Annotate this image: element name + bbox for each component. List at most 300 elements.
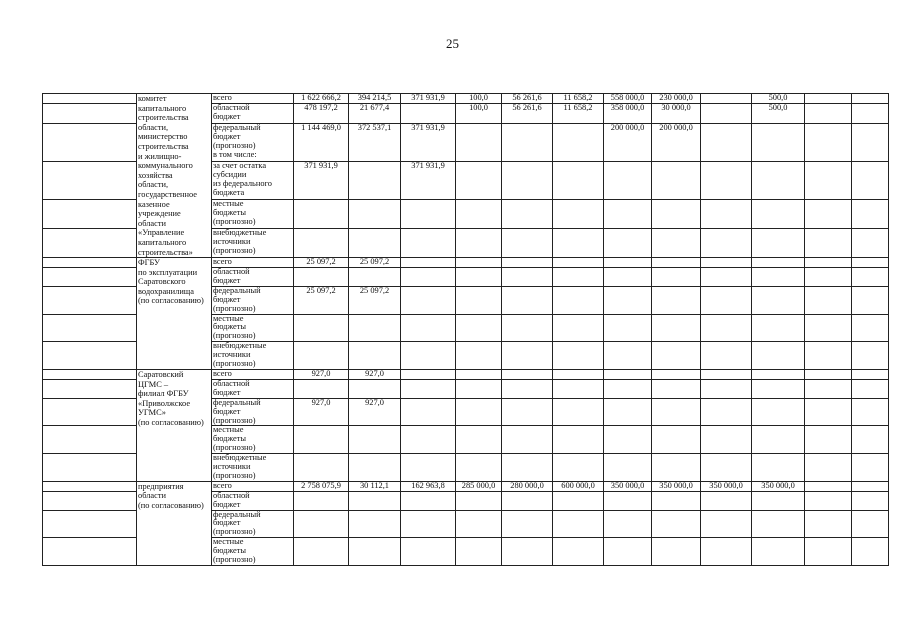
value-cell [553, 200, 604, 229]
value-cell [349, 229, 401, 258]
value-cell [604, 426, 652, 454]
value-cell [349, 379, 401, 398]
text-line: областной [213, 267, 250, 276]
value-cell [456, 258, 502, 268]
text-line: предприятия [138, 481, 184, 491]
text-line: бюджет [213, 387, 241, 397]
value-cell [502, 538, 553, 566]
text-line: области [138, 491, 166, 501]
value-cell [502, 454, 553, 482]
value-cell [553, 369, 604, 379]
text-line: (прогнозно) [213, 470, 256, 480]
value-cell [652, 510, 701, 538]
value-cell [805, 510, 852, 538]
value-cell [805, 491, 852, 510]
value-cell: 280 000,0 [502, 481, 553, 491]
value-cell: 350 000,0 [701, 481, 752, 491]
value-cell [752, 491, 805, 510]
value-cell [502, 229, 553, 258]
source-cell [212, 491, 294, 510]
value-cell [604, 342, 652, 370]
value-cell: 371 931,9 [401, 123, 456, 161]
value-cell [752, 398, 805, 426]
source-cell [212, 286, 294, 314]
value-cell [294, 510, 349, 538]
text-line: областной [213, 103, 250, 113]
blank-cell [43, 94, 137, 104]
value-cell [652, 538, 701, 566]
value-cell [401, 426, 456, 454]
text-line: Саратовский [138, 369, 184, 379]
value-cell [401, 379, 456, 398]
value-cell: 230 000,0 [652, 94, 701, 104]
value-cell [652, 398, 701, 426]
value-cell [401, 314, 456, 342]
source-cell [212, 104, 294, 124]
value-cell [752, 342, 805, 370]
value-cell [852, 94, 889, 104]
source-cell [212, 162, 294, 200]
value-cell [553, 510, 604, 538]
text-line: Саратовского [138, 277, 186, 287]
value-cell [701, 398, 752, 426]
value-cell: 100,0 [456, 94, 502, 104]
value-cell [805, 268, 852, 287]
value-cell [553, 342, 604, 370]
blank-cell [43, 268, 137, 287]
value-cell [752, 286, 805, 314]
value-cell [553, 229, 604, 258]
executor-cell [137, 481, 212, 565]
value-cell [652, 268, 701, 287]
table-row [43, 258, 905, 268]
text-line: (прогнозно) [213, 331, 256, 341]
text-line: бюджет [213, 406, 241, 416]
text-line: ФГБУ [138, 258, 160, 268]
text-line: бюджеты [213, 208, 247, 218]
text-line: строительства [138, 141, 189, 151]
value-cell [294, 426, 349, 454]
source-cell [212, 258, 294, 268]
executor-cell [137, 258, 212, 370]
value-cell [401, 491, 456, 510]
value-cell [349, 162, 401, 200]
value-cell [456, 342, 502, 370]
value-cell [852, 268, 889, 287]
value-cell [805, 200, 852, 229]
text-line: ЦГМС – [138, 379, 169, 389]
value-cell: 927,0 [349, 398, 401, 426]
text-line: бюджет [213, 294, 241, 304]
value-cell: 56 261,6 [502, 104, 553, 124]
text-line: федеральный [213, 286, 261, 295]
page-number: 25 [446, 36, 459, 51]
value-cell [502, 268, 553, 287]
value-cell [752, 229, 805, 258]
value-cell [701, 510, 752, 538]
value-cell [401, 229, 456, 258]
text-line: (по согласованию) [138, 296, 204, 306]
text-line: бюджет [213, 131, 241, 141]
text-line: капитального [138, 237, 187, 247]
value-cell [652, 454, 701, 482]
value-cell: 558 000,0 [604, 94, 652, 104]
value-cell [401, 369, 456, 379]
value-cell: 372 537,1 [349, 123, 401, 161]
blank-cell [43, 398, 137, 426]
value-cell [502, 398, 553, 426]
text-line: из федерального [213, 178, 272, 188]
value-cell [502, 510, 553, 538]
value-cell [701, 162, 752, 200]
value-cell [553, 454, 604, 482]
blank-cell [43, 123, 137, 161]
text-line: источники [213, 350, 251, 360]
text-line: коммунального [138, 161, 193, 171]
text-line: областной [213, 379, 250, 388]
text-line: бюджет [213, 275, 241, 285]
value-cell: 2 758 075,9 [294, 481, 349, 491]
value-cell [604, 229, 652, 258]
value-cell [456, 379, 502, 398]
value-cell [701, 538, 752, 566]
blank-cell [43, 342, 137, 370]
value-cell [294, 342, 349, 370]
value-cell [701, 426, 752, 454]
value-cell [604, 491, 652, 510]
value-cell [294, 200, 349, 229]
value-cell: 927,0 [294, 398, 349, 426]
table-row [43, 481, 905, 491]
source-cell [212, 314, 294, 342]
value-cell [502, 162, 553, 200]
value-cell [349, 454, 401, 482]
value-cell [604, 286, 652, 314]
value-cell: 25 097,2 [294, 258, 349, 268]
value-cell [652, 286, 701, 314]
source-cell [212, 369, 294, 379]
value-cell [805, 426, 852, 454]
blank-cell [43, 426, 137, 454]
text-line: комитет [138, 94, 167, 103]
value-cell: 11 658,2 [553, 94, 604, 104]
value-cell [752, 538, 805, 566]
source-cell [212, 229, 294, 258]
value-cell [502, 286, 553, 314]
value-cell [502, 369, 553, 379]
value-cell: 500,0 [752, 94, 805, 104]
value-cell [502, 379, 553, 398]
text-line: (прогнозно) [213, 527, 256, 537]
value-cell [604, 258, 652, 268]
value-cell [401, 398, 456, 426]
source-cell [212, 123, 294, 161]
value-cell [752, 379, 805, 398]
text-line: местные [213, 199, 244, 209]
value-cell [752, 162, 805, 200]
value-cell [701, 491, 752, 510]
value-cell [852, 538, 889, 566]
value-cell: 394 214,5 [349, 94, 401, 104]
value-cell: 30 112,1 [349, 481, 401, 491]
value-cell [852, 342, 889, 370]
text-line: министерство [138, 132, 188, 142]
value-cell: 1 622 666,2 [294, 94, 349, 104]
value-cell [401, 286, 456, 314]
value-cell [852, 104, 889, 124]
blank-cell [43, 314, 137, 342]
value-cell: 200 000,0 [652, 123, 701, 161]
value-cell [852, 491, 889, 510]
value-cell [752, 369, 805, 379]
value-cell [652, 200, 701, 229]
text-line: внебюджетные [213, 228, 267, 238]
value-cell: 21 677,4 [349, 104, 401, 124]
blank-cell [43, 538, 137, 566]
value-cell [752, 268, 805, 287]
value-cell [349, 491, 401, 510]
text-line: области, [138, 122, 169, 132]
value-cell [502, 491, 553, 510]
value-cell [401, 342, 456, 370]
value-cell: 25 097,2 [349, 286, 401, 314]
value-cell [349, 314, 401, 342]
value-cell [294, 268, 349, 287]
value-cell [701, 258, 752, 268]
text-line: федеральный [213, 398, 261, 407]
value-cell [652, 379, 701, 398]
text-line: водохранилища [138, 286, 194, 296]
value-cell [805, 481, 852, 491]
value-cell [401, 268, 456, 287]
text-line: области [138, 218, 166, 228]
value-cell [294, 454, 349, 482]
value-cell: 25 097,2 [294, 286, 349, 314]
value-cell [456, 491, 502, 510]
text-line: (прогнозно) [213, 359, 256, 369]
value-cell [294, 491, 349, 510]
source-cell [212, 426, 294, 454]
value-cell [553, 426, 604, 454]
value-cell: 358 000,0 [604, 104, 652, 124]
text-line: местные [213, 537, 244, 547]
value-cell [604, 369, 652, 379]
value-cell [456, 200, 502, 229]
text-line: бюджет [213, 518, 241, 528]
value-cell [852, 229, 889, 258]
blank-cell [43, 258, 137, 268]
text-line: субсидии [213, 170, 247, 179]
value-cell [553, 538, 604, 566]
value-cell [852, 398, 889, 426]
value-cell [502, 200, 553, 229]
text-line: внебюджетные [213, 453, 267, 463]
text-line: всего [213, 257, 232, 267]
value-cell [701, 379, 752, 398]
value-cell [652, 491, 701, 510]
value-cell: 1 144 469,0 [294, 123, 349, 161]
value-cell [752, 454, 805, 482]
value-cell [805, 314, 852, 342]
value-cell [852, 200, 889, 229]
value-cell [604, 314, 652, 342]
text-line: источники [213, 462, 251, 472]
value-cell [701, 104, 752, 124]
executor-cell [137, 369, 212, 481]
text-line: (прогнозно) [213, 217, 256, 227]
text-line: бюджет [213, 112, 241, 122]
value-cell: 350 000,0 [604, 481, 652, 491]
text-line: строительства» [138, 247, 193, 257]
value-cell [604, 268, 652, 287]
blank-cell [43, 286, 137, 314]
value-cell [652, 342, 701, 370]
value-cell: 500,0 [752, 104, 805, 124]
value-cell [701, 314, 752, 342]
text-line: (прогнозно) [213, 555, 256, 565]
blank-cell [43, 481, 137, 491]
text-line: бюджета [213, 187, 245, 197]
text-line: учреждение [138, 209, 181, 219]
value-cell [553, 268, 604, 287]
blank-cell [43, 379, 137, 398]
value-cell [401, 510, 456, 538]
value-cell [805, 342, 852, 370]
value-cell [502, 426, 553, 454]
value-cell: 927,0 [294, 369, 349, 379]
value-cell [852, 454, 889, 482]
value-cell [502, 314, 553, 342]
value-cell [553, 379, 604, 398]
value-cell [852, 162, 889, 200]
text-line: федеральный [213, 510, 261, 519]
value-cell [652, 426, 701, 454]
value-cell [701, 200, 752, 229]
value-cell [456, 229, 502, 258]
value-cell [294, 538, 349, 566]
value-cell [652, 314, 701, 342]
text-line: (прогнозно) [213, 245, 256, 255]
text-line: филиал ФГБУ [138, 389, 189, 399]
value-cell [604, 510, 652, 538]
value-cell [553, 314, 604, 342]
value-cell [553, 123, 604, 161]
executor-cell [137, 94, 212, 258]
value-cell [805, 258, 852, 268]
value-cell [805, 369, 852, 379]
value-cell [805, 286, 852, 314]
blank-cell [43, 162, 137, 200]
value-cell [752, 314, 805, 342]
text-line: УГМС» [138, 408, 166, 418]
value-cell [456, 538, 502, 566]
blank-cell [43, 491, 137, 510]
text-line: строительства [138, 113, 189, 123]
table-row [43, 94, 905, 104]
value-cell [553, 398, 604, 426]
value-cell: 927,0 [349, 369, 401, 379]
value-cell [456, 286, 502, 314]
value-cell [701, 123, 752, 161]
text-line: государственное [138, 189, 198, 199]
text-line: области, [138, 180, 169, 190]
text-line: бюджеты [213, 546, 247, 556]
value-cell: 285 000,0 [456, 481, 502, 491]
value-cell: 100,0 [456, 104, 502, 124]
value-cell [852, 123, 889, 161]
text-line: (по согласованию) [138, 501, 204, 511]
source-cell [212, 398, 294, 426]
table-row [43, 369, 905, 379]
value-cell [701, 94, 752, 104]
value-cell [456, 369, 502, 379]
text-line: внебюджетные [213, 341, 267, 351]
value-cell [852, 258, 889, 268]
text-line: местные [213, 425, 244, 435]
value-cell [852, 314, 889, 342]
value-cell [604, 162, 652, 200]
value-cell [456, 510, 502, 538]
text-line: (прогнозно) [213, 443, 256, 453]
blank-cell [43, 369, 137, 379]
value-cell [401, 200, 456, 229]
value-cell [553, 258, 604, 268]
text-line: за счет остатка [213, 161, 267, 171]
text-line: по эксплуатации [138, 267, 198, 277]
value-cell [294, 314, 349, 342]
blank-cell [43, 454, 137, 482]
text-line: «Управление [138, 228, 185, 238]
source-cell [212, 454, 294, 482]
value-cell: 478 197,2 [294, 104, 349, 124]
value-cell [456, 426, 502, 454]
value-cell [652, 229, 701, 258]
value-cell [701, 369, 752, 379]
value-cell [852, 426, 889, 454]
value-cell [805, 94, 852, 104]
text-line: бюджеты [213, 322, 247, 332]
text-line: бюджет [213, 499, 241, 509]
blank-cell [43, 104, 137, 124]
value-cell [701, 268, 752, 287]
text-line: (по согласованию) [138, 417, 204, 427]
value-cell [805, 538, 852, 566]
value-cell [553, 491, 604, 510]
value-cell [456, 454, 502, 482]
value-cell [701, 286, 752, 314]
text-line: бюджеты [213, 434, 247, 444]
source-cell [212, 342, 294, 370]
value-cell [456, 123, 502, 161]
text-line: «Приволжское [138, 398, 191, 408]
value-cell: 200 000,0 [604, 123, 652, 161]
value-cell [349, 268, 401, 287]
value-cell [456, 162, 502, 200]
value-cell [652, 369, 701, 379]
value-cell [456, 314, 502, 342]
value-cell [604, 200, 652, 229]
value-cell [456, 268, 502, 287]
text-line: (прогнозно) [213, 303, 256, 313]
value-cell [805, 398, 852, 426]
value-cell [652, 162, 701, 200]
text-line: областной [213, 491, 250, 500]
value-cell [349, 342, 401, 370]
text-line: федеральный [213, 123, 261, 132]
value-cell: 11 658,2 [553, 104, 604, 124]
value-cell [852, 286, 889, 314]
value-cell [502, 123, 553, 161]
